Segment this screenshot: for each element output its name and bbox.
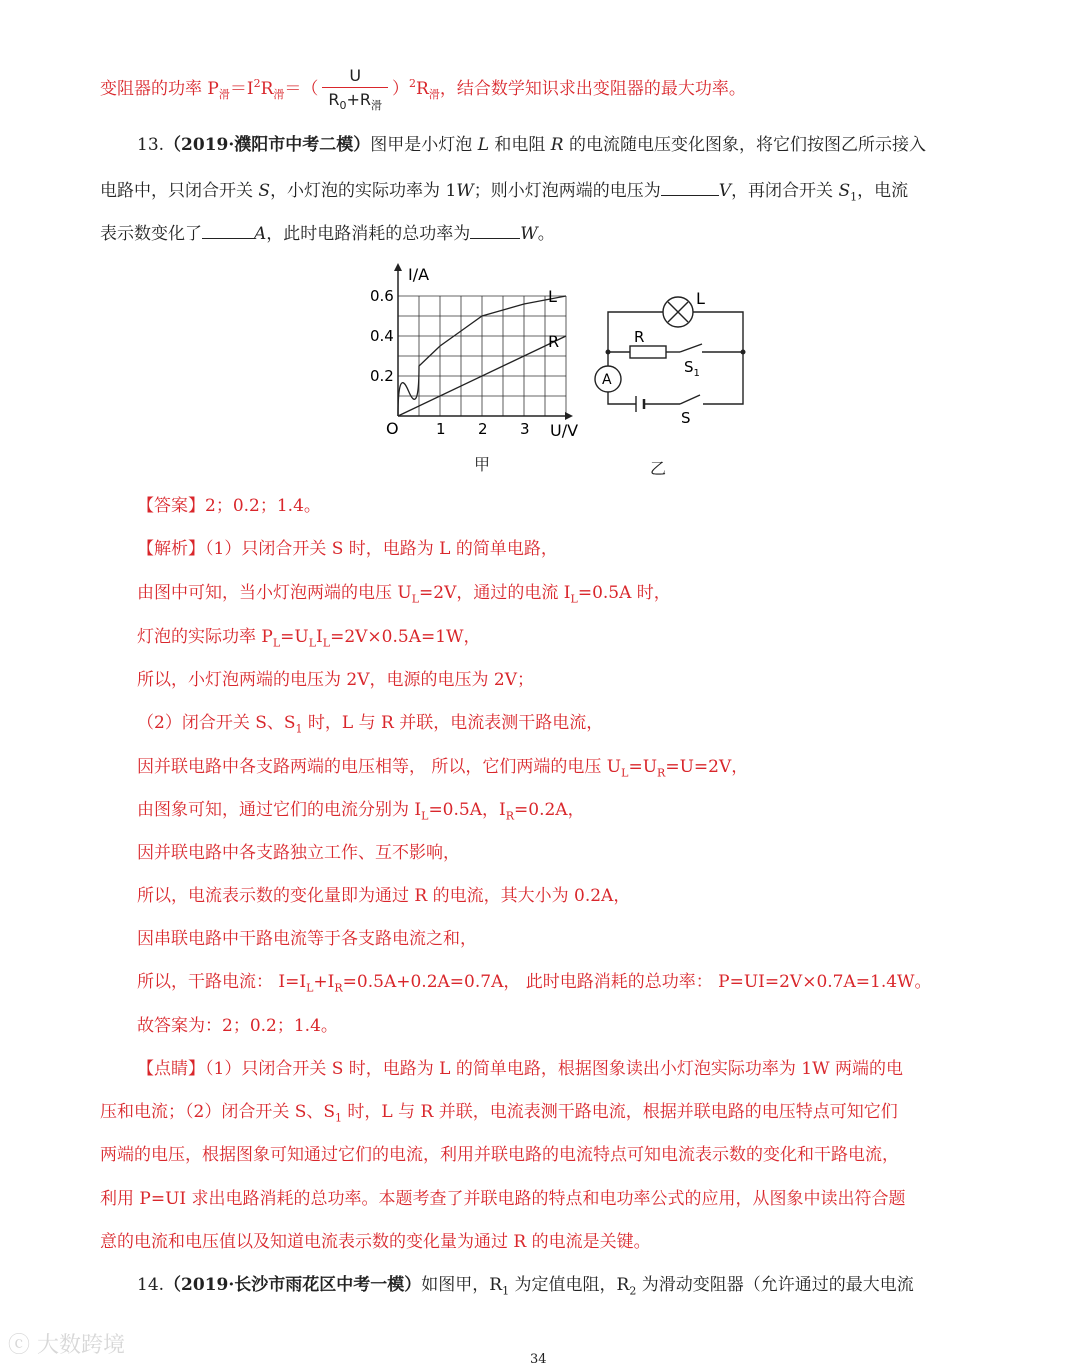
y-tick-0.4: 0.4 (370, 327, 394, 345)
answer-line: 【答案】2；0.2；1.4。 (137, 496, 321, 516)
graph-caption: 甲 (474, 455, 491, 474)
blank-current-change[interactable] (202, 222, 254, 239)
resistor-R (630, 346, 666, 358)
comment-line-5: 意的电流和电压值以及知道电流表示数的变化量为通过 R 的电流是关键。 (100, 1232, 651, 1252)
graph-grid (398, 296, 566, 416)
y-tick-0.2: 0.2 (370, 367, 394, 385)
page-number: 34 (530, 1352, 547, 1367)
comment-line-4: 利用 P=UI 求出电路消耗的总功率。本题考查了并联电路的特点和电功率公式的应用，从图象中读出符合题 (100, 1189, 906, 1209)
watermark: ⓒ 大数跨境 (8, 1333, 126, 1358)
comment-line-2: 压和电流；（2）闭合开关 S、$S_1$ 时，L 与 R 并联，电流表测干路电流，根据并联电路的电压特点可知它们 (100, 1102, 898, 1125)
y-axis-arrow (394, 263, 402, 271)
x-tick-1: 1 (436, 420, 446, 438)
junction-right (741, 350, 746, 355)
analysis-line-1: 【解析】（1）只闭合开关 S 时，电路为 L 的简单电路， (137, 539, 558, 559)
switch-S1-label: $S_1$ (684, 358, 700, 379)
y-tick-0.6: 0.6 (370, 287, 394, 305)
curve-R-label: R (548, 332, 560, 351)
switch-S-label: S (681, 409, 691, 427)
q13-line2: 电路中，只闭合开关 S，小灯泡的实际功率为 1W；则小灯泡两端的电压为 V，再闭合开关 $S_1$，电流 (100, 181, 909, 204)
lamp-label: L (696, 289, 705, 308)
blank-total-power[interactable] (470, 222, 520, 239)
switch-S1[interactable] (680, 344, 702, 352)
analysis-line-9: 所以，电流表示数的变化量即为通过 R 的电流，其大小为 0.2A， (137, 886, 631, 906)
circuit-diagram (588, 282, 763, 432)
analysis-line-8: 因并联电路中各支路独立工作、互不影响， (137, 843, 460, 863)
origin-label: O (386, 419, 399, 438)
comment-line-1: 【点睛】（1）只闭合开关 S 时，电路为 L 的简单电路，根据图象读出小灯泡实际功率为 1W 两端的电 (137, 1059, 903, 1079)
curve-L-label: L (548, 287, 557, 306)
analysis-line-5: （2）闭合开关 S、$S_1$ 时，L 与 R 并联，电流表测干路电流， (137, 713, 604, 736)
analysis-line-10: 因串联电路中干路电流等于各支路电流之和， (137, 929, 477, 949)
analysis-line-3: 灯泡的实际功率 $P_L=U_LI_L=2V\times 0.5A=1W$， (137, 627, 481, 650)
wire-top-right (693, 312, 743, 404)
power-formula-line: 变阻器的功率 $P_滑=I^2R_滑=$（ $\frac{U}{R_0+R_滑}$ ）$^2R_滑$，结合数学知识求出变阻器的最大功率。 (100, 66, 746, 113)
blank-voltage[interactable] (661, 179, 719, 196)
analysis-line-11: 所以，干路电流： $I=I_L+I_R=0.5A+0.2A=0.7A$， 此时电路消耗的总功率： P=UI=2V×0.7A=1.4W。 (137, 972, 932, 995)
y-axis-label: I/A (408, 265, 430, 284)
comment-line-3: 两端的电压，根据图象可知通过它们的电流，利用并联电路的电流特点可知电流表示数的变化和干路电流， (100, 1145, 899, 1165)
junction-left (606, 350, 611, 355)
analysis-line-12: 故答案为：2；0.2；1.4。 (137, 1016, 338, 1036)
power-fraction: $\frac{U}{R_0+R_滑}$ (322, 66, 388, 113)
resistor-label: R (634, 328, 645, 346)
x-tick-2: 2 (478, 420, 488, 438)
iu-graph (360, 258, 600, 448)
analysis-line-7: 由图象可知，通过它们的电流分别为 $I_L=0.5A$，$I_R=0.2A$， (137, 800, 585, 823)
switch-S[interactable] (680, 395, 700, 404)
x-axis-arrow (565, 412, 573, 420)
x-axis-label: U/V (550, 421, 579, 440)
watermark-logo-icon: ⓒ (8, 1333, 37, 1358)
wire-bottom-left (608, 392, 636, 404)
q13-line3: 表示数变化了 A，此时电路消耗的总功率为 W。 (100, 224, 555, 244)
q13-line1: 13.（2019·濮阳市中考二模）图甲是小灯泡 L 和电阻 R 的电流随电压变化图象，将它们按图乙所示接入 (137, 135, 927, 155)
ammeter-label: A (602, 372, 612, 388)
circuit-caption: 乙 (650, 459, 667, 478)
x-tick-3: 3 (520, 420, 530, 438)
q14-line1: 14.（2019·长沙市雨花区中考一模）如图甲，$R_1$ 为定值电阻，$R_2$ 为滑动变阻器（允许通过的最大电流 (137, 1275, 914, 1298)
analysis-line-2: 由图中可知，当小灯泡两端的电压 $U_L=2V$，通过的电流 $I_L=0.5A$ 时， (137, 583, 671, 606)
analysis-line-6: 因并联电路中各支路两端的电压相等， 所以，它们两端的电压 $U_L=U_R=U=2V$， (137, 757, 749, 780)
analysis-line-4: 所以，小灯泡两端的电压为 2V，电源的电压为 2V； (137, 670, 534, 690)
